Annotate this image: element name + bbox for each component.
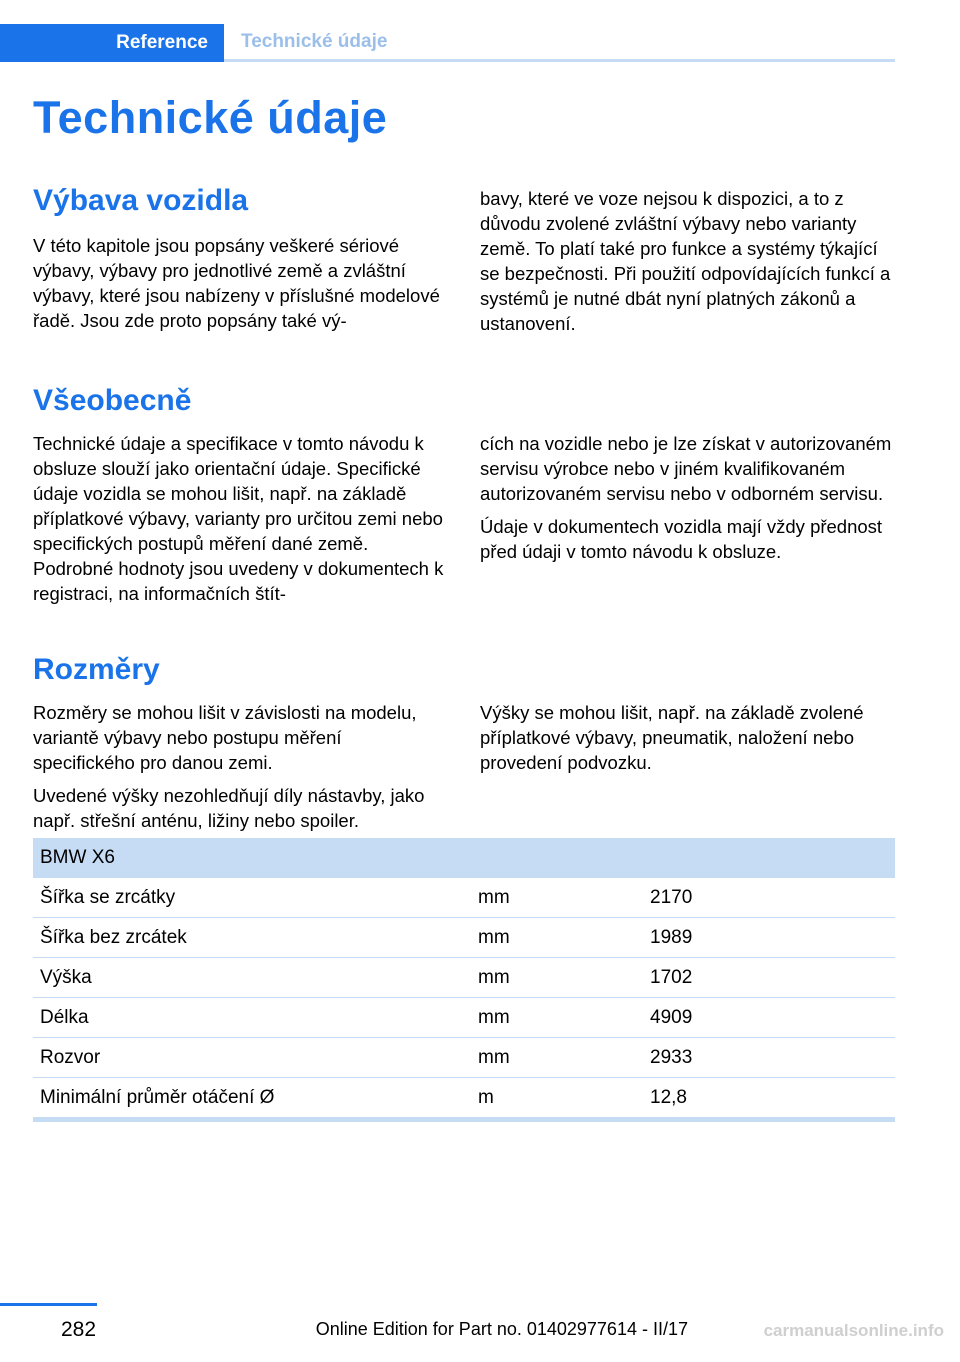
row-label: Rozvor xyxy=(33,1038,471,1078)
row-value: 1989 xyxy=(643,918,895,958)
row-unit: mm xyxy=(471,998,643,1038)
row-label: Šířka se zrcátky xyxy=(33,878,471,918)
paragraph: Uvedené výšky nezohledňují díly nástavby, jako např. střešní anténu, ližiny nebo spoiler. xyxy=(33,785,425,831)
paragraph: bavy, které ve voze nejsou k dispozici, a to z důvodu zvolené zvláštní výbavy nebo varianty země. To platí také pro funkce a systémy týkající se bezpečnosti. Při použití odpovídajících funkcí a systémů je nutné dbát nyní platných zákonů a ustanovení. xyxy=(480,188,891,334)
row-label: Délka xyxy=(33,998,471,1038)
vybava-right-column xyxy=(480,186,895,344)
paragraph: Výšky se mohou lišit, např. na základě zvolené příplatkové výbavy, pneumatik, naložení nebo provedení podvozku. xyxy=(480,702,864,773)
tab-technicke-udaje[interactable]: Technické údaje xyxy=(241,31,388,52)
row-value: 2170 xyxy=(643,878,895,918)
table-row xyxy=(33,998,895,1038)
table-header: BMW X6 xyxy=(33,838,895,878)
paragraph: cích na vozidle nebo je lze získat v autorizovaném servisu výrobce nebo v jiném kvalifikovaném autorizovaném servisu nebo v odborném servisu. xyxy=(480,433,892,504)
dimensions-table xyxy=(33,838,895,1122)
paragraph: V této kapitole jsou popsány veškeré sériové výbavy, výbavy pro jednotlivé země a zvláštní výbavy, které jsou nabízeny v příslušné modelové řadě. Jsou zde proto popsány také vý- xyxy=(33,235,440,331)
table-row xyxy=(33,958,895,998)
tab-reference[interactable]: Reference xyxy=(0,24,224,62)
row-value: 4909 xyxy=(643,998,895,1038)
vseobecne-left-column xyxy=(33,431,448,614)
row-unit: mm xyxy=(471,918,643,958)
vseobecne-right-column xyxy=(480,431,895,572)
table-header-row xyxy=(33,838,895,878)
table-row xyxy=(33,1078,895,1120)
row-label: Výška xyxy=(33,958,471,998)
row-value: 12,8 xyxy=(643,1078,895,1120)
section-title-vseobecne: Všeobecně xyxy=(33,384,192,417)
row-label: Minimální průměr otáčení Ø xyxy=(33,1078,471,1120)
row-unit: mm xyxy=(471,878,643,918)
paragraph: Technické údaje a specifikace v tomto návodu k obsluze slouží jako orientační údaje. Specifické údaje vozidla se mohou lišit, např. na základě příplatkové výbavy, varianty pro určitou zemi nebo specifických postupů měření dané země. Podrobné hodnoty jsou uvedeny v dokumentech k registraci, na informačních štít- xyxy=(33,433,444,604)
row-unit: m xyxy=(471,1078,643,1120)
row-value: 2933 xyxy=(643,1038,895,1078)
section-title-rozmery: Rozměry xyxy=(33,653,160,686)
rozmery-left-column xyxy=(33,700,448,841)
table-row xyxy=(33,1038,895,1078)
edition-note: Online Edition for Part no. 01402977614 - II/17 xyxy=(315,1319,688,1339)
row-unit: mm xyxy=(471,958,643,998)
section-title-vybava: Výbava vozidla xyxy=(33,184,249,217)
table-row xyxy=(33,878,895,918)
page-title: Technické údaje xyxy=(33,92,388,143)
table-row xyxy=(33,918,895,958)
paragraph: Rozměry se mohou lišit v závislosti na modelu, variantě výbavy nebo postupu měření specifického pro danou zemi. xyxy=(33,702,417,773)
paragraph: Údaje v dokumentech vozidla mají vždy přednost před údaji v tomto návodu k obsluze. xyxy=(480,516,883,562)
footer-rule xyxy=(0,1303,97,1306)
vybava-left-column xyxy=(33,233,448,341)
row-value: 1702 xyxy=(643,958,895,998)
page-number: 282 xyxy=(61,1318,97,1341)
page-header xyxy=(0,24,895,62)
watermark: carmanualsonline.info xyxy=(763,1321,944,1340)
rozmery-right-column xyxy=(480,700,895,783)
row-unit: mm xyxy=(471,1038,643,1078)
row-label: Šířka bez zrcátek xyxy=(33,918,471,958)
